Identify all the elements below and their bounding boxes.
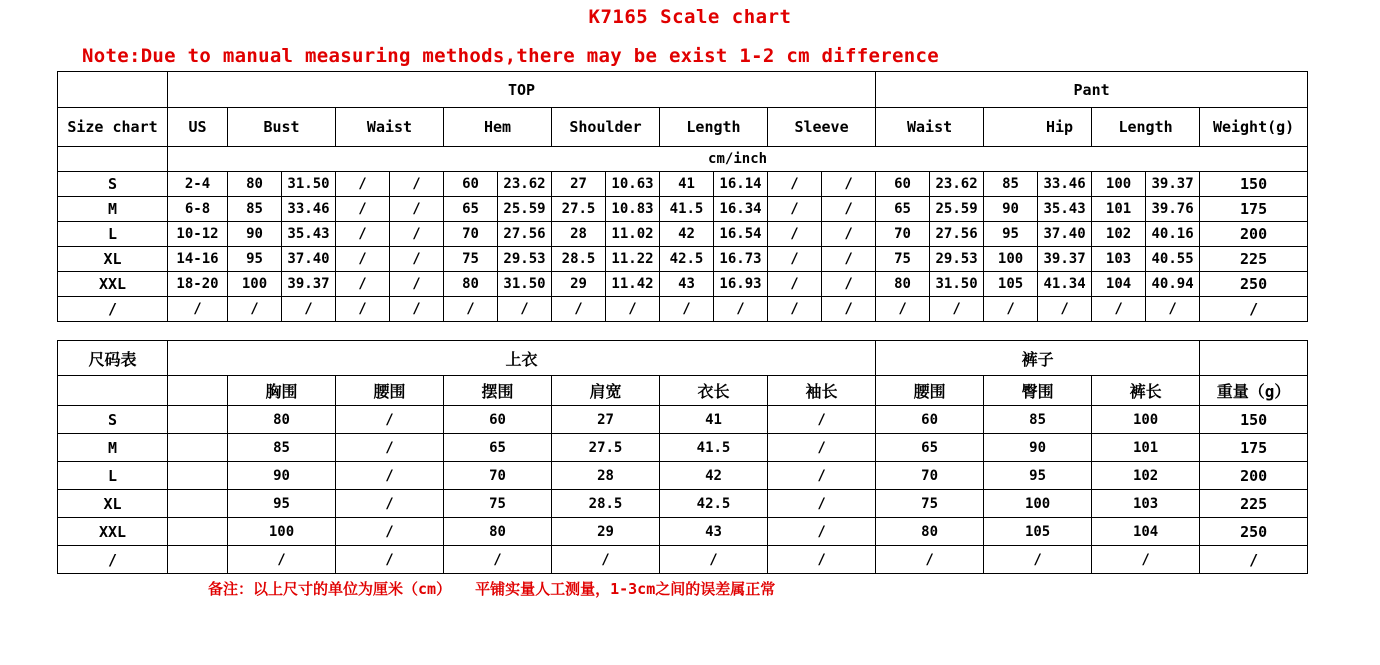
table-cell: 60: [444, 172, 498, 197]
table-cell: 85: [228, 434, 336, 462]
table-cell: 104: [1092, 272, 1146, 297]
table-cell: /: [768, 197, 822, 222]
table-cell: 10.83: [606, 197, 660, 222]
table-cell: 27: [552, 406, 660, 434]
table-cell: 101: [1092, 197, 1146, 222]
table-cell: 60: [876, 406, 984, 434]
table-cell: 70: [444, 222, 498, 247]
weight-cell: 150: [1200, 172, 1308, 197]
table-cell: 42.5: [660, 490, 768, 518]
weight-blank-cell: [1200, 341, 1308, 376]
size-cell: /: [58, 546, 168, 574]
table-cell: 23.62: [498, 172, 552, 197]
table-cell: 37.40: [282, 247, 336, 272]
table-cell: /: [822, 172, 876, 197]
table-cell: 18-20: [168, 272, 228, 297]
us-header: US: [168, 108, 228, 147]
table-row: [58, 272, 1308, 297]
table-row: [58, 247, 1308, 272]
table-cell: /: [822, 222, 876, 247]
table-cell: /: [336, 490, 444, 518]
size-cell: XL: [58, 247, 168, 272]
group-pant-header-cn: 裤子: [876, 341, 1200, 376]
table-cell: 39.37: [1146, 172, 1200, 197]
table-cell: 6-8: [168, 197, 228, 222]
table-cell: 25.59: [930, 197, 984, 222]
table-cell: 75: [444, 490, 552, 518]
table-cell: /: [660, 546, 768, 574]
table-row: [58, 197, 1308, 222]
size-table-header: 尺码表: [58, 341, 168, 376]
size-cell: L: [58, 462, 168, 490]
table-cell: 31.50: [282, 172, 336, 197]
table-cell: 95: [228, 490, 336, 518]
measurement-note: Note:Due to manual measuring methods,there may be exist 1-2 cm difference: [82, 45, 939, 67]
table-cell: 35.43: [1038, 197, 1092, 222]
table-cell: /: [822, 197, 876, 222]
table-cell: /: [390, 197, 444, 222]
table-cell: 85: [228, 197, 282, 222]
table-cell: /: [336, 434, 444, 462]
table-cell: 95: [228, 247, 282, 272]
weight-cell: 250: [1200, 518, 1308, 546]
table-cell: /: [552, 546, 660, 574]
size-cell: XXL: [58, 272, 168, 297]
table-cell: 80: [876, 272, 930, 297]
table-cell: 42: [660, 462, 768, 490]
table-cell: /: [606, 297, 660, 322]
unit-blank-cell: [58, 147, 168, 172]
table-cell: 42: [660, 222, 714, 247]
unit-label: cm/inch: [168, 147, 1308, 172]
table-cell: 65: [444, 434, 552, 462]
table-cell: 70: [876, 222, 930, 247]
table-cell: /: [444, 297, 498, 322]
table-cell: 85: [984, 406, 1092, 434]
pant-waist-header: Waist: [876, 108, 984, 147]
waist-header: Waist: [336, 108, 444, 147]
table-cell: 100: [1092, 172, 1146, 197]
table-cell: 40.16: [1146, 222, 1200, 247]
table-cell: 41: [660, 172, 714, 197]
table-cell: 100: [228, 272, 282, 297]
chinese-size-table: [57, 340, 1308, 574]
table-cell: 10-12: [168, 222, 228, 247]
table-cell: 27.5: [552, 434, 660, 462]
table-cell: 29.53: [498, 247, 552, 272]
sleeve-header: Sleeve: [768, 108, 876, 147]
table-cell: 40.55: [1146, 247, 1200, 272]
table-cell: [168, 406, 228, 434]
table-cell: 105: [984, 272, 1038, 297]
table-cell: /: [336, 297, 390, 322]
length-header-cn: 衣长: [660, 376, 768, 406]
table-cell: 80: [228, 406, 336, 434]
table-cell: 11.42: [606, 272, 660, 297]
table-cell: /: [498, 297, 552, 322]
table-cell: /: [336, 197, 390, 222]
table-cell: /: [768, 247, 822, 272]
table-cell: /: [390, 247, 444, 272]
sleeve-header-cn: 袖长: [768, 376, 876, 406]
table-cell: 28.5: [552, 490, 660, 518]
table-cell: 41: [660, 406, 768, 434]
table-cell: /: [768, 434, 876, 462]
table-row: [58, 434, 1308, 462]
table-cell: 104: [1092, 518, 1200, 546]
pant-length-header-cn: 裤长: [1092, 376, 1200, 406]
table-cell: /: [390, 172, 444, 197]
table-cell: 75: [876, 247, 930, 272]
footnote-unit: 备注：以上尺寸的单位为厘米（cm）: [208, 580, 452, 598]
table-cell: 39.76: [1146, 197, 1200, 222]
table-cell: /: [822, 247, 876, 272]
table-cell: 40.94: [1146, 272, 1200, 297]
table-cell: /: [822, 272, 876, 297]
table-cell: /: [768, 490, 876, 518]
weight-cell: 225: [1200, 490, 1308, 518]
hip-header-cn: 臀围: [984, 376, 1092, 406]
table-cell: 25.59: [498, 197, 552, 222]
table-cell: /: [768, 172, 822, 197]
table-cell: 90: [228, 462, 336, 490]
group-pant-header: Pant: [876, 72, 1308, 108]
table-cell: 65: [876, 434, 984, 462]
table-cell: 101: [1092, 434, 1200, 462]
weight-header-cn: 重量（g）: [1200, 376, 1308, 406]
table-cell: 16.73: [714, 247, 768, 272]
table-cell: 10.63: [606, 172, 660, 197]
table-cell: /: [1038, 297, 1092, 322]
table-cell: 80: [444, 272, 498, 297]
table-cell: 39.37: [282, 272, 336, 297]
table-cell: 27.56: [498, 222, 552, 247]
length-header: Length: [660, 108, 768, 147]
weight-cell: 175: [1200, 434, 1308, 462]
table-cell: 80: [444, 518, 552, 546]
table-cell: 41.34: [1038, 272, 1092, 297]
table-row: [58, 222, 1308, 247]
table-row: [58, 490, 1308, 518]
table-cell: /: [228, 546, 336, 574]
table-cell: /: [336, 406, 444, 434]
table-cell: 31.50: [930, 272, 984, 297]
english-size-table: [57, 71, 1308, 322]
table-cell: /: [390, 222, 444, 247]
table-cell: /: [822, 297, 876, 322]
hip-header: Hip: [984, 108, 1092, 147]
table-cell: 27.56: [930, 222, 984, 247]
table-cell: [168, 462, 228, 490]
table-cell: /: [168, 297, 228, 322]
blank-cell: [168, 376, 228, 406]
shoulder-header: Shoulder: [552, 108, 660, 147]
table-cell: /: [984, 297, 1038, 322]
table-cell: /: [1092, 546, 1200, 574]
table-cell: 70: [444, 462, 552, 490]
table-cell: [168, 490, 228, 518]
table-cell: [168, 518, 228, 546]
table-cell: /: [768, 518, 876, 546]
table-cell: 29: [552, 518, 660, 546]
weight-cell: 175: [1200, 197, 1308, 222]
table-row: [58, 297, 1308, 322]
chart-title: K7165 Scale chart: [588, 6, 792, 28]
table-cell: 16.14: [714, 172, 768, 197]
bust-header: Bust: [228, 108, 336, 147]
hem-header-cn: 摆围: [444, 376, 552, 406]
table-cell: 29: [552, 272, 606, 297]
table-cell: 60: [876, 172, 930, 197]
table-cell: 75: [444, 247, 498, 272]
table-cell: /: [768, 406, 876, 434]
table-cell: 70: [876, 462, 984, 490]
table-cell: /: [768, 297, 822, 322]
table-cell: 37.40: [1038, 222, 1092, 247]
table-row: [58, 406, 1308, 434]
table-cell: 29.53: [930, 247, 984, 272]
table-cell: /: [768, 546, 876, 574]
table-cell: /: [1146, 297, 1200, 322]
table-cell: 28.5: [552, 247, 606, 272]
table-cell: 41.5: [660, 197, 714, 222]
table-cell: 27: [552, 172, 606, 197]
table-cell: 95: [984, 462, 1092, 490]
table-cell: 85: [984, 172, 1038, 197]
table-cell: /: [768, 462, 876, 490]
table-cell: /: [714, 297, 768, 322]
table-cell: /: [930, 297, 984, 322]
table-cell: 100: [228, 518, 336, 546]
size-cell: M: [58, 197, 168, 222]
table-cell: [168, 546, 228, 574]
table-cell: 65: [444, 197, 498, 222]
table-cell: [168, 434, 228, 462]
size-cell: L: [58, 222, 168, 247]
group-top-header: TOP: [168, 72, 876, 108]
size-cell: XXL: [58, 518, 168, 546]
table-cell: /: [768, 272, 822, 297]
table-cell: 105: [984, 518, 1092, 546]
size-cell: /: [58, 297, 168, 322]
table-cell: 65: [876, 197, 930, 222]
size-cell: S: [58, 406, 168, 434]
pant-length-header: Length: [1092, 108, 1200, 147]
table-cell: /: [390, 272, 444, 297]
table-cell: /: [444, 546, 552, 574]
table-cell: 100: [1092, 406, 1200, 434]
table-cell: /: [984, 546, 1092, 574]
blank-cell: [58, 376, 168, 406]
table-cell: /: [336, 272, 390, 297]
table-cell: 27.5: [552, 197, 606, 222]
table-cell: 11.22: [606, 247, 660, 272]
table-cell: 100: [984, 247, 1038, 272]
table-cell: 100: [984, 490, 1092, 518]
waist-header-cn: 腰围: [336, 376, 444, 406]
table-cell: 75: [876, 490, 984, 518]
corner-cell: [58, 72, 168, 108]
table-cell: 14-16: [168, 247, 228, 272]
table-cell: 42.5: [660, 247, 714, 272]
table-row: [58, 172, 1308, 197]
weight-cell: 200: [1200, 462, 1308, 490]
size-cell: XL: [58, 490, 168, 518]
size-cell: S: [58, 172, 168, 197]
table-cell: /: [768, 222, 822, 247]
table-cell: 60: [444, 406, 552, 434]
table-cell: 16.54: [714, 222, 768, 247]
table-row: [58, 518, 1308, 546]
table-row: [58, 462, 1308, 490]
table-cell: 103: [1092, 247, 1146, 272]
table-cell: 35.43: [282, 222, 336, 247]
footnote: [208, 578, 775, 599]
weight-cell: /: [1200, 297, 1308, 322]
table-cell: 103: [1092, 490, 1200, 518]
size-chart-header: Size chart: [58, 108, 168, 147]
bust-header-cn: 胸围: [228, 376, 336, 406]
group-top-header-cn: 上衣: [168, 341, 876, 376]
table-cell: 16.93: [714, 272, 768, 297]
weight-cell: 250: [1200, 272, 1308, 297]
table-cell: 102: [1092, 462, 1200, 490]
table-cell: 16.34: [714, 197, 768, 222]
table-cell: /: [336, 546, 444, 574]
table-cell: 43: [660, 518, 768, 546]
table-cell: 28: [552, 222, 606, 247]
hem-header: Hem: [444, 108, 552, 147]
weight-cell: /: [1200, 546, 1308, 574]
table-cell: 33.46: [282, 197, 336, 222]
shoulder-header-cn: 肩宽: [552, 376, 660, 406]
table-cell: 41.5: [660, 434, 768, 462]
pant-waist-header-cn: 腰围: [876, 376, 984, 406]
weight-cell: 225: [1200, 247, 1308, 272]
table-cell: /: [336, 518, 444, 546]
table-cell: /: [552, 297, 606, 322]
table-cell: /: [336, 222, 390, 247]
table-cell: 31.50: [498, 272, 552, 297]
table-cell: /: [1092, 297, 1146, 322]
table-cell: 11.02: [606, 222, 660, 247]
table-cell: 33.46: [1038, 172, 1092, 197]
table-cell: /: [336, 172, 390, 197]
table-cell: 43: [660, 272, 714, 297]
table-cell: 90: [984, 434, 1092, 462]
table-cell: 80: [228, 172, 282, 197]
table-cell: /: [336, 462, 444, 490]
weight-cell: 150: [1200, 406, 1308, 434]
table-cell: /: [336, 247, 390, 272]
table-cell: 28: [552, 462, 660, 490]
table-cell: 102: [1092, 222, 1146, 247]
table-cell: 23.62: [930, 172, 984, 197]
table-cell: /: [876, 297, 930, 322]
table-cell: /: [390, 297, 444, 322]
weight-cell: 200: [1200, 222, 1308, 247]
table-cell: 95: [984, 222, 1038, 247]
table-cell: 90: [984, 197, 1038, 222]
table-cell: /: [660, 297, 714, 322]
table-cell: /: [282, 297, 336, 322]
table-cell: /: [228, 297, 282, 322]
table-cell: /: [876, 546, 984, 574]
table-cell: 2-4: [168, 172, 228, 197]
table-cell: 90: [228, 222, 282, 247]
table-cell: 39.37: [1038, 247, 1092, 272]
table-cell: 80: [876, 518, 984, 546]
table-row: [58, 546, 1308, 574]
weight-header: Weight(g): [1200, 108, 1308, 147]
size-cell: M: [58, 434, 168, 462]
footnote-tolerance: 平铺实量人工测量，1-3cm之间的误差属正常: [475, 580, 776, 598]
